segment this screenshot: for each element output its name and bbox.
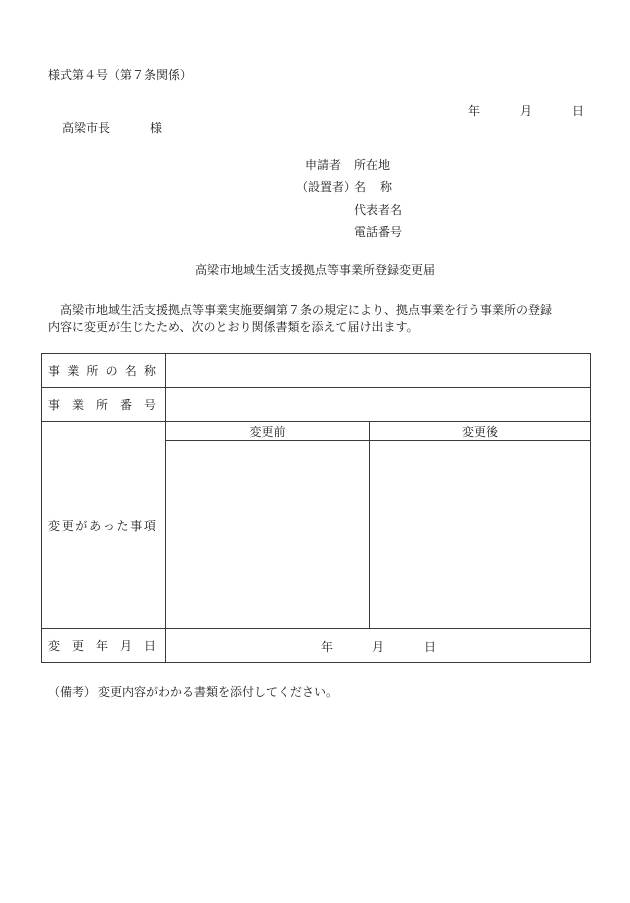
applicant-name-label-1: 名 <box>354 180 367 194</box>
label-char: 称 <box>143 364 156 378</box>
label-char: た <box>116 518 129 533</box>
office-number-field[interactable] <box>166 388 591 422</box>
label-char: 名 <box>124 364 137 378</box>
label-char: 変 <box>48 518 61 533</box>
applicant-role-sub-label: （設置者） <box>296 180 357 194</box>
office-name-field[interactable] <box>166 354 591 388</box>
note <box>48 685 339 699</box>
label-char: 業 <box>67 364 80 378</box>
label-char: 所 <box>95 398 108 412</box>
before-change-header: 変更前 <box>166 422 370 441</box>
label-char: 業 <box>71 398 84 412</box>
form-number: 様式第４号（第７条関係） <box>48 68 193 82</box>
applicant-phone-label: 電話番号 <box>354 225 403 239</box>
label-char: 項 <box>143 518 156 533</box>
label-char: 更 <box>71 639 84 653</box>
addressee-honorific: 様 <box>150 121 163 135</box>
document-title: 高梁市地域生活支援拠点等事業所登録変更届 <box>194 263 435 277</box>
label-char: 日 <box>143 639 156 653</box>
addressee <box>62 121 163 135</box>
change-date-label <box>42 629 166 663</box>
label-char: 月 <box>119 639 132 653</box>
before-change-field[interactable] <box>166 441 370 629</box>
change-date-month: 月 <box>372 640 385 654</box>
office-name-label <box>42 354 166 388</box>
body-line-2: 内容に変更が生じたため、次のとおり関係書類を添えて届け出ます。 <box>48 320 419 334</box>
body-line-1: 高梁市地域生活支援拠点等事業実施要綱第７条の規定により、拠点事業を行う事業所の登録 <box>60 303 553 317</box>
applicant-role-label: 申請者 <box>305 158 342 172</box>
date-day-label: 日 <box>572 104 585 118</box>
label-char: 所 <box>86 364 99 378</box>
label-char: あ <box>89 518 102 533</box>
label-char: 事 <box>48 364 61 378</box>
label-char: っ <box>102 518 115 533</box>
label-char: 番 <box>119 398 132 412</box>
label-char: の <box>105 364 118 378</box>
changed-item-label <box>42 422 166 629</box>
change-date-year: 年 <box>321 640 334 654</box>
change-form-table <box>41 353 591 663</box>
office-number-label <box>42 388 166 422</box>
after-change-field[interactable] <box>370 441 591 629</box>
note-label: （備考） <box>48 685 97 699</box>
label-char: 事 <box>48 398 61 412</box>
change-date-field[interactable] <box>166 629 591 663</box>
label-char: 事 <box>130 518 143 533</box>
after-change-header: 変更後 <box>370 422 591 441</box>
applicant-address-label: 所在地 <box>354 158 391 172</box>
label-char: 更 <box>61 518 74 533</box>
change-date-day: 日 <box>424 640 437 654</box>
note-text: 変更内容がわかる書類を添付してください。 <box>98 685 339 699</box>
label-char: 年 <box>95 639 108 653</box>
label-char: が <box>75 518 88 533</box>
label-char: 号 <box>143 398 156 412</box>
addressee-name: 高梁市長 <box>62 121 111 135</box>
body-text <box>48 302 593 336</box>
applicant-representative-label: 代表者名 <box>354 203 403 217</box>
applicant-name-label-2: 称 <box>380 180 393 194</box>
label-char: 変 <box>48 639 61 653</box>
date-year-label: 年 <box>468 104 481 118</box>
date-month-label: 月 <box>520 104 533 118</box>
